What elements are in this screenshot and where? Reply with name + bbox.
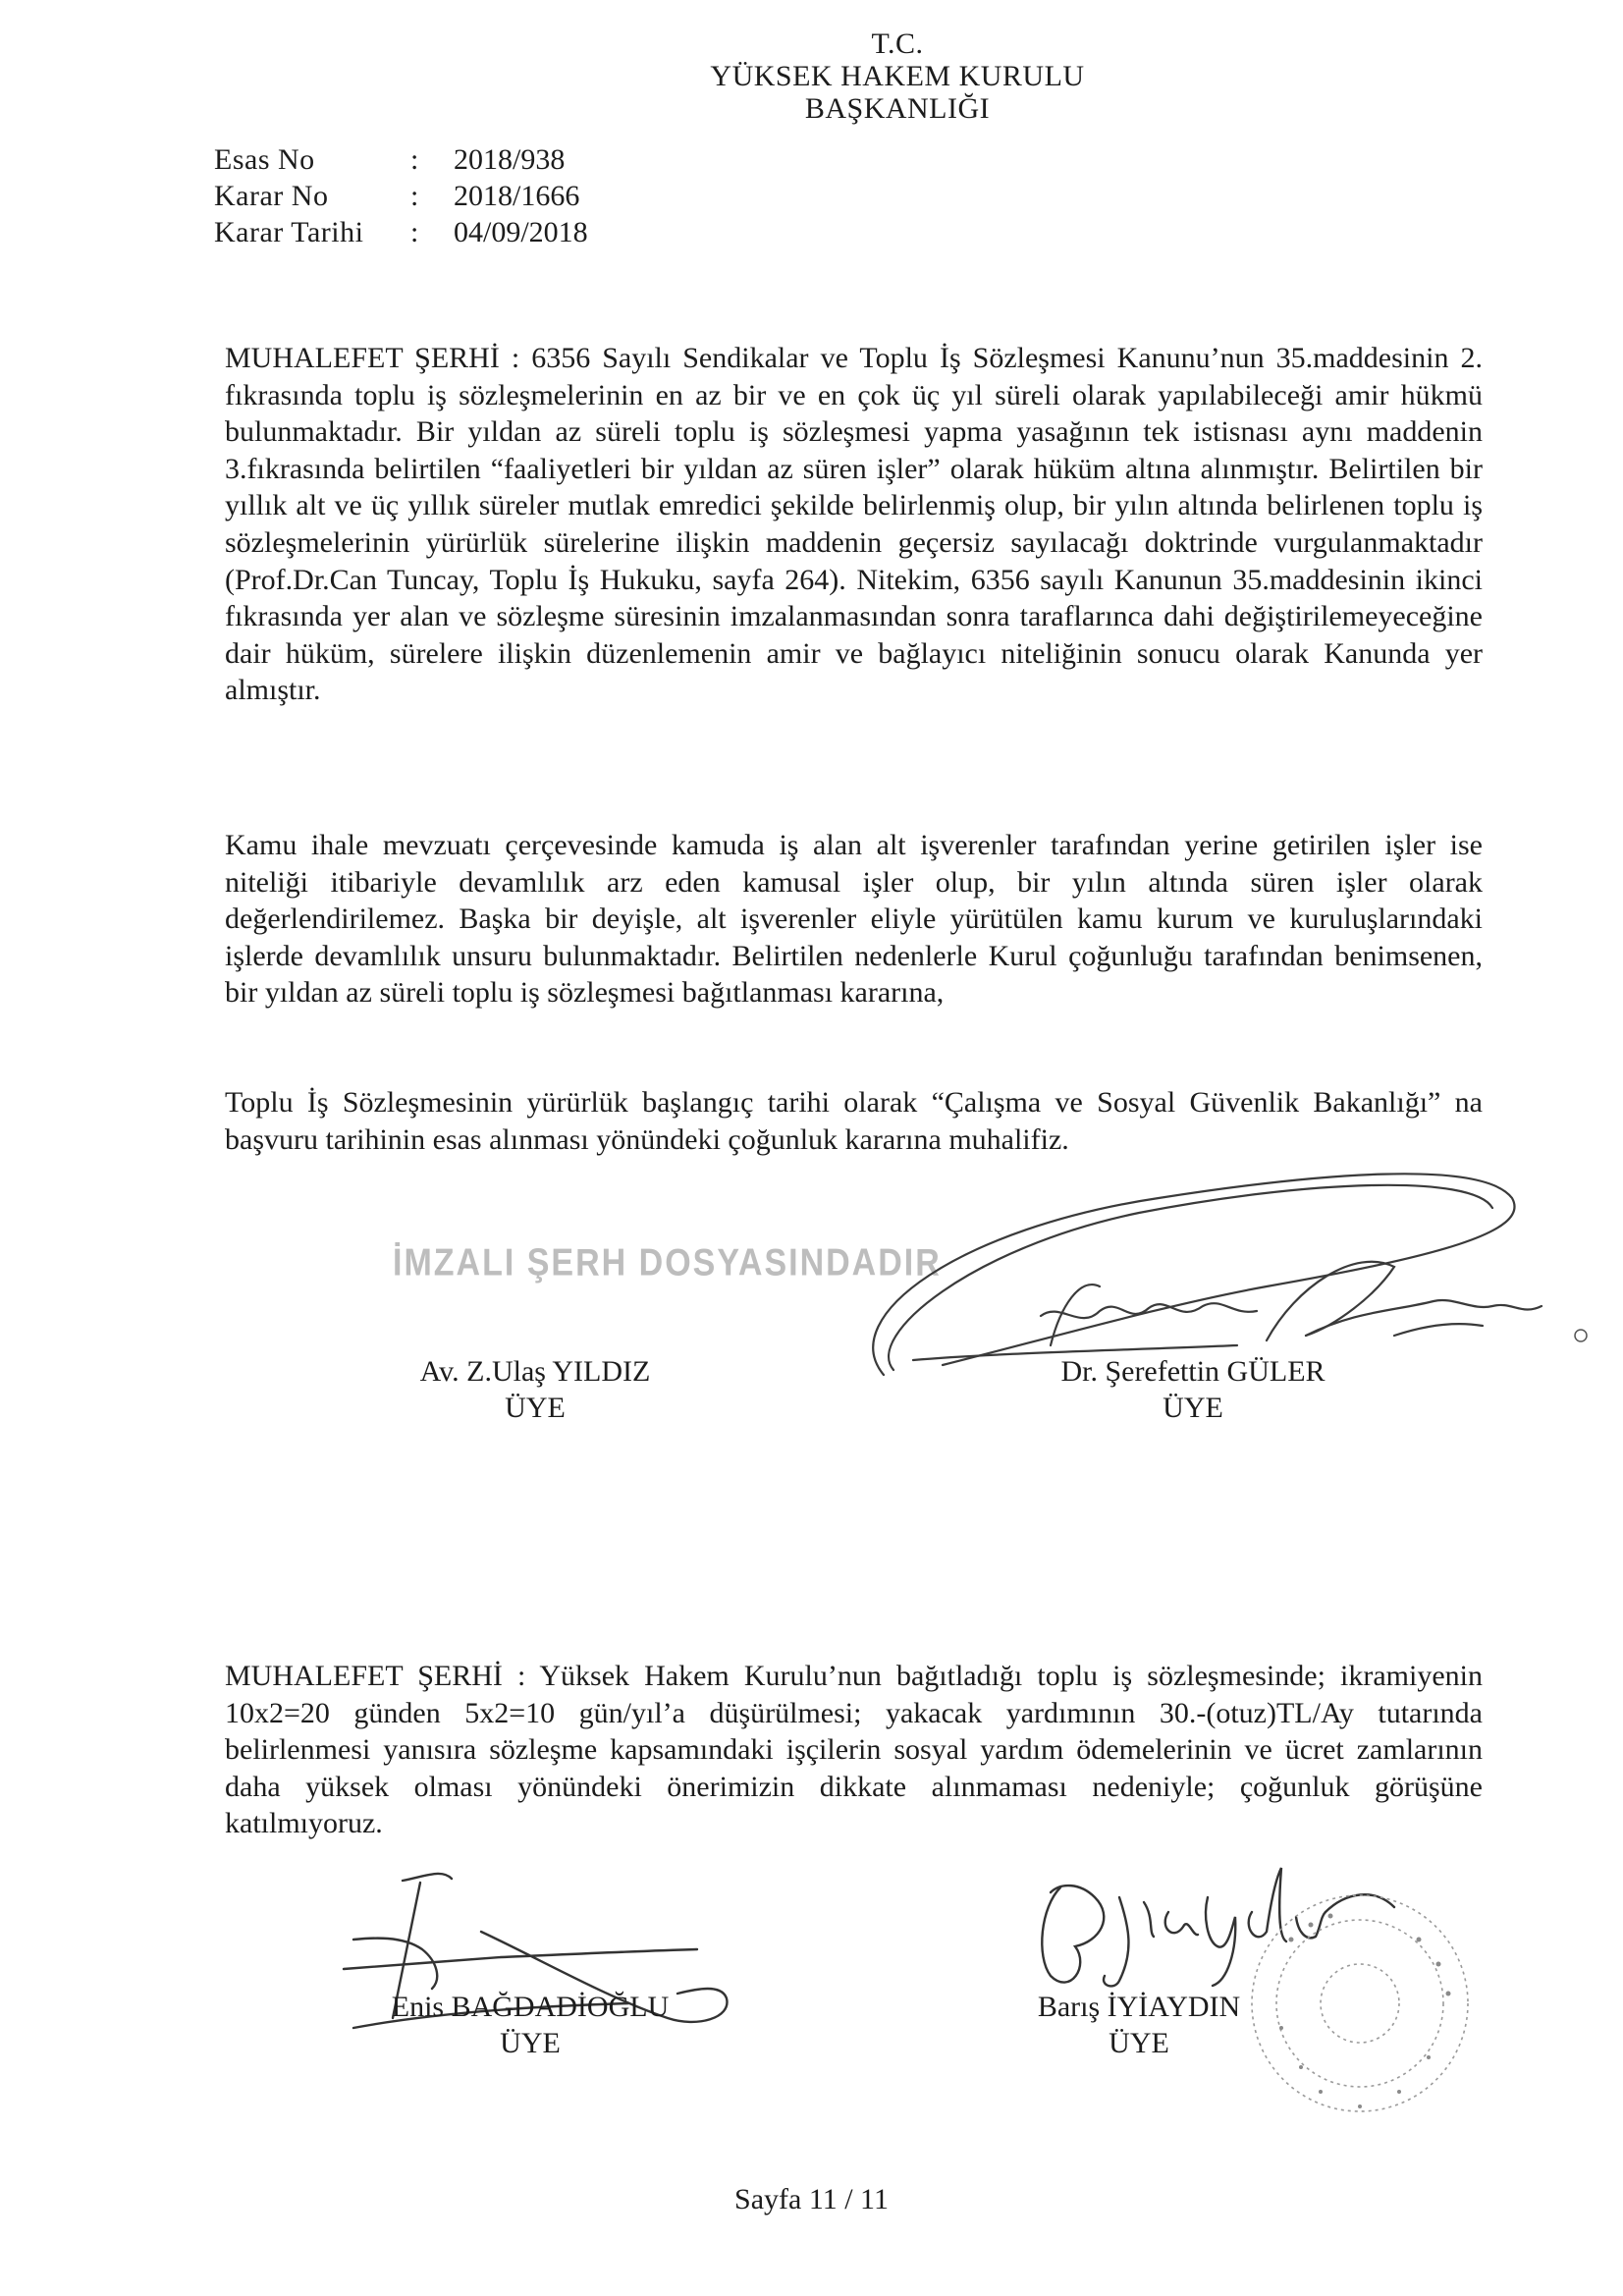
- meta-colon: :: [410, 180, 419, 212]
- meta-value: 04/09/2018: [454, 216, 588, 248]
- signatory-bagdadioglu: [363, 1989, 697, 2061]
- signatory-role: ÜYE: [500, 2027, 561, 2059]
- signatory-name: Dr. Şerefettin GÜLER: [1060, 1355, 1325, 1388]
- meta-value: 2018/1666: [454, 180, 580, 212]
- dissent1-paragraph-1: MUHALEFET ŞERHİ : 6356 Sayılı Sendikalar ve Toplu İş Sözleşmesi Kanunu’nun 35.maddesinin 2. fıkrasında toplu iş sözleşmelerinin en az bir ve en çok üç yıl süreli olarak yapılabileceği amir hükmü bulunmaktadır. Bir yıldan az süreli toplu iş sözleşmesi yapma yasağının tek istisnası aynı maddenin 3.fıkrasında belirtilen “faaliyetleri bir yıldan az süren işler” olarak hüküm altına alınmıştır. Belirtilen bir yıllık alt ve üç yıllık süreler mutlak emredici şekilde belirlenmiş olup, bir yılın altında belirlenen toplu iş sözleşmelerinin yürürlük sürelerine ilişkin maddenin geçersiz sayılacağı doktrinde vurgulanmaktadır (Prof.Dr.Can Tuncay, Toplu İş Hukuku, sayfa 264). Nitekim, 6356 sayılı Kanunun 35.maddesinin ikinci fıkrasında yer alan ve sözleşme süresinin imzalanmasından sonra taraflarınca dahi değiştirilemeyeceğine dair hüküm, sürelere ilişkin düzenlemenin amir ve bağlayıcı niteliğinin sonucu olarak Kanunda yer almıştır.: [225, 342, 1483, 707]
- meta-label: Karar Tarihi: [214, 216, 364, 248]
- header-institution: YÜKSEK HAKEM KURULU: [710, 60, 1085, 92]
- dissent2-paragraph: MUHALEFET ŞERHİ : Yüksek Hakem Kurulu’nun bağıtladığı toplu iş sözleşmesinde; ikramiyenin 10x2=20 günden 5x2=10 gün/yıl’a düşürülmesi; yakacak yardımının 30.-(otuz)TL/Ay tutarında belirlenmesi yanısıra sözleşme kapsamındaki işçilerin sosyal yardım ödemelerinin ve ücret zamlarının daha yüksek olması yönündeki önerimizin dikkate alınmaması nedeniyle; çoğunluk görüşüne katılmıyoruz.: [225, 1660, 1483, 1840]
- signatory-iyiaydin: [992, 1989, 1286, 2061]
- signatory-name: Barış İYİAYDIN: [1037, 1991, 1241, 2023]
- signatory-yildiz: [373, 1353, 697, 1426]
- meta-colon: :: [410, 216, 419, 248]
- meta-row-esas: [214, 141, 588, 178]
- header-country: T.C.: [871, 27, 924, 60]
- dissent1-paragraph-3: Toplu İş Sözleşmesinin yürürlük başlangıç tarihi olarak “Çalışma ve Sosyal Güvenlik Bakanlığı” na başvuru tarihinin esas alınması yönündeki çoğunluk kararına muhalifiz.: [225, 1086, 1483, 1156]
- signatory-role: ÜYE: [1109, 2027, 1169, 2059]
- meta-row-tarih: [214, 214, 588, 250]
- meta-row-karar: [214, 178, 588, 214]
- signed-dissent-stamp: İMZALI ŞERH DOSYASINDADIR: [393, 1241, 942, 1285]
- dissent1-paragraph-2: Kamu ihale mevzuatı çerçevesinde kamuda iş alan alt işverenler tarafından yerine getirilen işler ise niteliği itibariyle devamlılık arz eden kamusal işler olup, bir yılın altında süren işler olarak değerlendirilemez. Başka bir deyişle, alt işverenler eliyle yürütülen kamu kurum ve kuruluşlarındaki işlerde devamlılık unsuru bulunmaktadır. Belirtilen nedenlerle Kurul çoğunluğu tarafından benimsenen, bir yıldan az süreli toplu iş sözleşmesi bağıtlanması kararına,: [225, 829, 1483, 1010]
- signatory-name: Av. Z.Ulaş YILDIZ: [419, 1355, 651, 1388]
- signatory-name: Enis BAĞDADİOĞLU: [391, 1991, 670, 2023]
- signatory-role: ÜYE: [1163, 1392, 1223, 1424]
- meta-label: Karar No: [214, 180, 329, 212]
- document-header: [0, 27, 1623, 125]
- meta-value: 2018/938: [454, 143, 566, 176]
- meta-label: Esas No: [214, 143, 315, 176]
- header-office: BAŞKANLIĞI: [804, 92, 991, 125]
- meta-colon: :: [410, 143, 419, 176]
- page-number: Sayfa 11 / 11: [734, 2183, 889, 2215]
- signatory-role: ÜYE: [505, 1392, 566, 1424]
- case-metadata: [214, 141, 588, 250]
- signatory-guler: [1011, 1353, 1375, 1426]
